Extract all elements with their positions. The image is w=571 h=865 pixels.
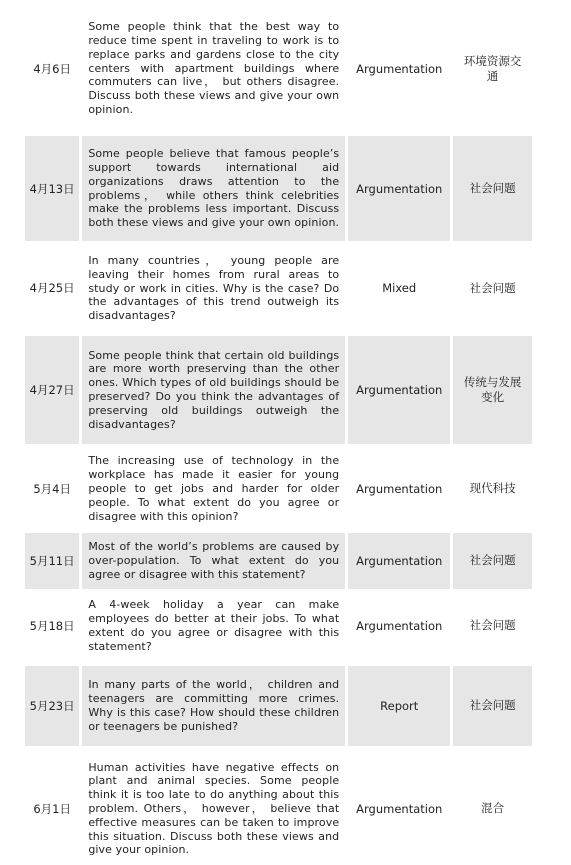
category-cell: 社会问题: [453, 136, 532, 241]
table-row: [25, 336, 532, 444]
topic-cell: The increasing use of technology in the workplace has made it easier for young people to get jobs and harder for older people. To what extent do you agree or disagree with this opinion?: [88, 454, 340, 523]
table-row: [25, 11, 532, 126]
date-cell: 4月13日: [25, 136, 79, 241]
writing-topics-table: [22, 11, 535, 865]
essay-type-cell: Argumentation: [356, 61, 443, 76]
category-cell: 社会问题: [469, 280, 516, 295]
topic-cell: Some people believe that famous people’s support towards international aid organizations draws attention to the problems， while others think celebrities make the problems less important. Discuss both these views and give your own opinion.: [82, 136, 345, 241]
essay-type-cell: Argumentation: [348, 136, 450, 241]
table-row: [25, 753, 532, 865]
essay-type-cell: Report: [348, 666, 450, 746]
category-cell: 社会问题: [453, 533, 532, 589]
table-row: [25, 250, 532, 327]
essay-type-cell: Argumentation: [356, 481, 443, 496]
category-cell: 现代科技: [469, 481, 516, 496]
table-row: [25, 593, 532, 659]
topic-cell: Most of the world’s problems are caused by over-population. To what extent do you agree or disagree with this statement?: [82, 533, 345, 589]
category-cell: 环境资源交通: [463, 53, 522, 83]
table-row: [25, 449, 532, 529]
date-cell: 5月18日: [29, 618, 75, 633]
essay-type-cell: Argumentation: [348, 336, 450, 444]
topic-cell: Human activities have negative effects on plant and animal species. Some people think it is too late to do anything about this problem. Others， however， believe that effective measures can be taken to improve this situation. Discuss both these views and give your opinion.: [88, 760, 340, 857]
date-cell: 4月25日: [29, 281, 75, 296]
topic-cell: Some people think that certain old buildings are more worth preserving than the other ones. Which types of old buildings should be preserved? Do you think the advantages of preserving old buildings outweigh the disadvantages?: [82, 336, 345, 444]
essay-type-cell: Mixed: [382, 281, 417, 296]
topic-cell: A 4-week holiday a year can make employees do better at their jobs. To what extent do you agree or disagree with this statement?: [88, 598, 340, 653]
category-cell: 混合: [481, 801, 505, 816]
date-cell: 6月1日: [33, 801, 71, 816]
date-cell: 4月27日: [25, 336, 79, 444]
date-cell: 5月23日: [25, 666, 79, 746]
essay-type-cell: Argumentation: [356, 618, 443, 633]
date-cell: 4月6日: [33, 61, 71, 76]
date-cell: 5月4日: [33, 481, 71, 496]
essay-type-cell: Argumentation: [356, 801, 443, 816]
table-row: [25, 533, 532, 589]
category-cell: 社会问题: [453, 666, 532, 746]
topic-cell: Some people think that the best way to reduce time spent in traveling to work is to replace parks and gardens close to the city centers with apartment buildings where commuters can live， but others disagree. Discuss both these views and give your own opinion.: [88, 20, 340, 116]
category-cell: 传统与发展变化: [453, 336, 532, 444]
table-row: [25, 136, 532, 241]
date-cell: 5月11日: [25, 533, 79, 589]
topic-cell: In many countries， young people are leaving their homes from rural areas to study or work in cities. Why is the case? Do the advantages of this trend outweigh its disadvantages?: [88, 254, 340, 323]
topic-cell: In many parts of the world， children and teenagers are committing more crimes. Why is this case? How should these children or teenagers be punished?: [82, 666, 345, 746]
category-cell: 社会问题: [469, 618, 516, 633]
table-row: [25, 666, 532, 746]
essay-type-cell: Argumentation: [348, 533, 450, 589]
